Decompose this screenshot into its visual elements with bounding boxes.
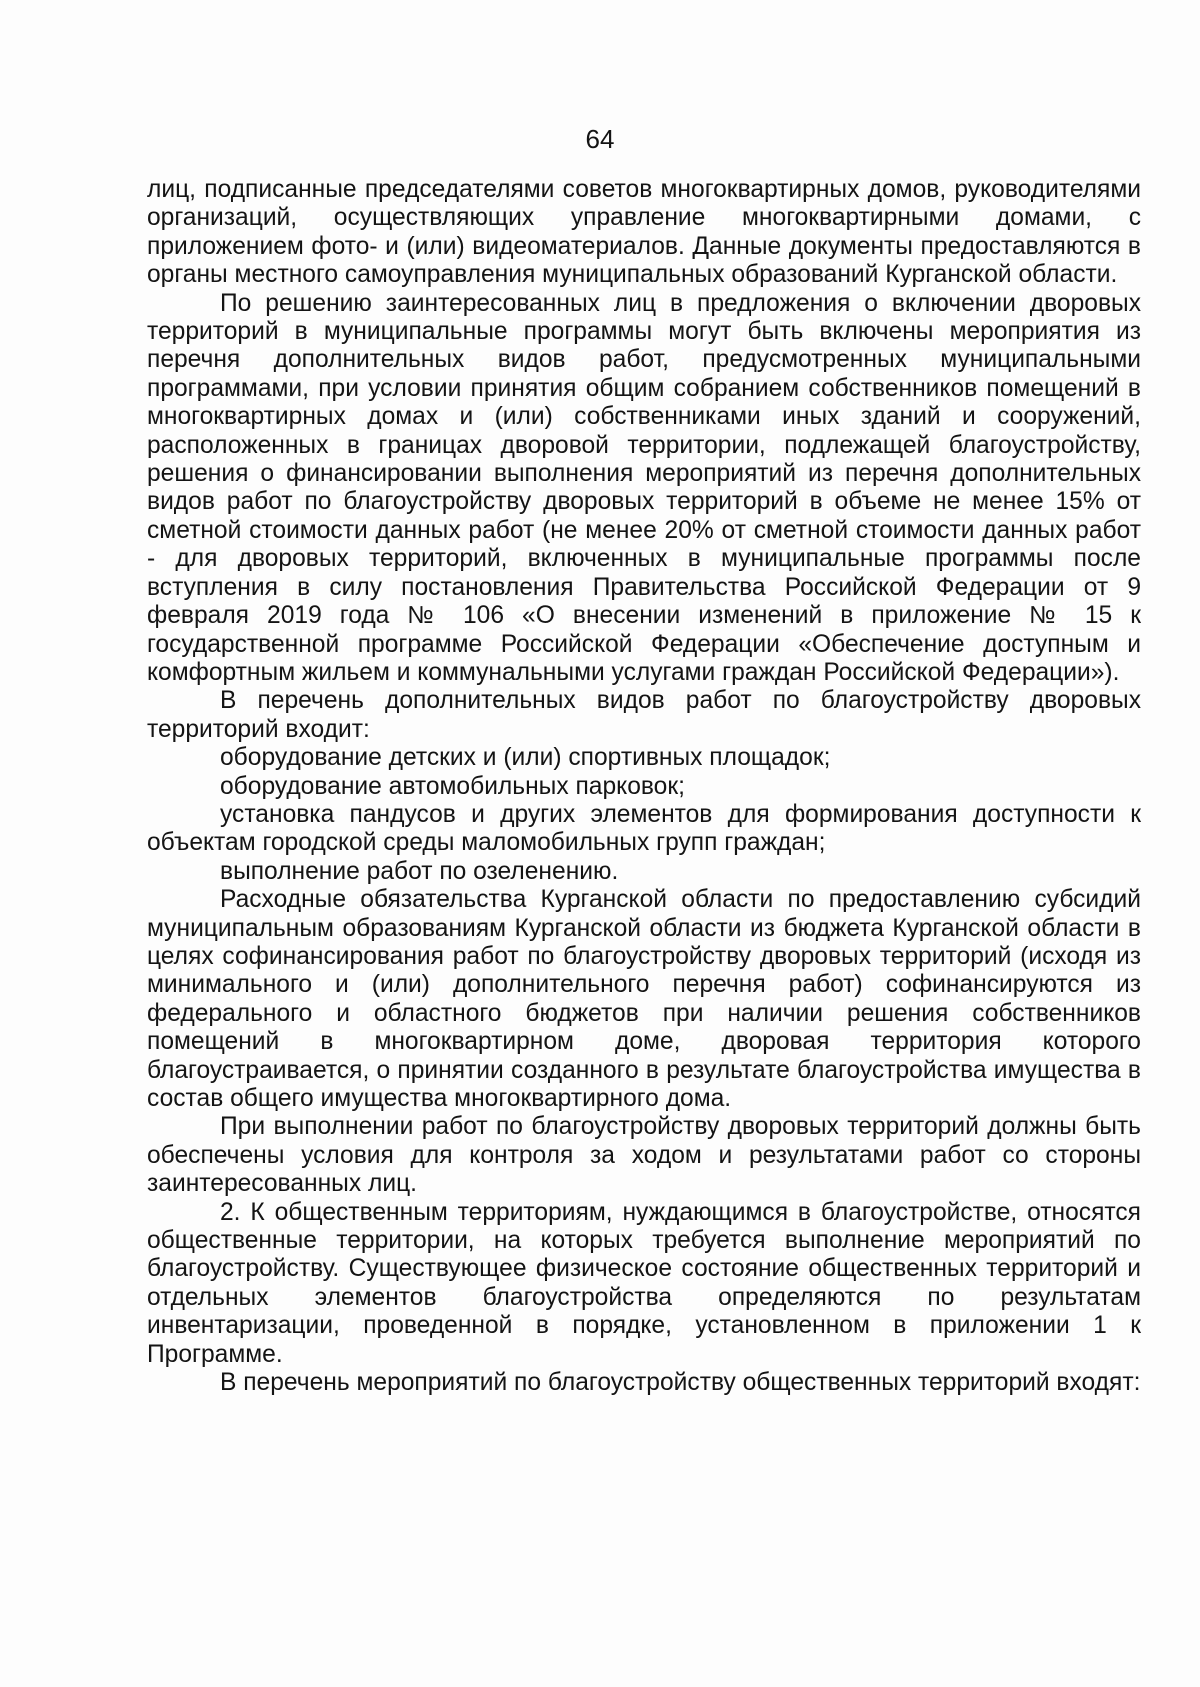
list-item-landscaping: выполнение работ по озеленению. [220, 857, 619, 885]
paragraph-expenditure-obligations: Расходные обязательства Курганской области по предоставлению субсидий муниципальным образованиям Курганской области из бюджета Курганской области в целях софинансирования работ по благоустройству дворовых территорий (исходя из минимального и (или) дополнительного перечня работ) софинансируются из федерального и областного бюджетов при наличии решения собственников помещений в многоквартирном доме, дворовая территория которого благоустраивается, о принятии созданного в результате благоустройства имущества в состав общего имущества многоквартирного дома. [147, 886, 1141, 1112]
list-item-parking: оборудование автомобильных парковок; [220, 772, 685, 800]
paragraph-control-conditions: При выполнении работ по благоустройству дворовых территорий должны быть обеспечены условия для контроля за ходом и результатами работ со стороны заинтересованных лиц. [147, 1113, 1141, 1198]
paragraph-additional-works-list-intro: В перечень дополнительных видов работ по благоустройству дворовых территорий входит: [147, 687, 1141, 743]
paragraph-owners-documents: лиц, подписанные председателями советов многоквартирных домов, руководителями организаций, осуществляющих управление многоквартирными домами, с приложением фото- и (или) видеоматериалов. Данные документы предоставляются в органы местного самоуправления муниципальных образований Курганской области. [147, 176, 1141, 289]
page-number: 64 [585, 124, 615, 154]
document-body [147, 176, 1141, 1397]
paragraph-public-territories: 2. К общественным территориям, нуждающимся в благоустройстве, относятся общественные территории, на которых требуется выполнение мероприятий по благоустройству. Существующее физическое состояние общественных территорий и отдельных элементов благоустройства определяются по результатам инвентаризации, проведенной в порядке, установленном в приложении 1 к Программе. [147, 1198, 1141, 1368]
paragraph-public-works-list-intro: В перечень мероприятий по благоустройству общественных территорий входят: [220, 1369, 1141, 1397]
list-item-ramps: установка пандусов и других элементов для формирования доступности к объектам городской среды маломобильных групп граждан; [147, 800, 1141, 857]
list-item-playgrounds: оборудование детских и (или) спортивных площадок; [220, 744, 831, 772]
paragraph-additional-works-inclusion: По решению заинтересованных лиц в предложения о включении дворовых территорий в муниципальные программы могут быть включены мероприятия из перечня дополнительных видов работ, предусмотренных муниципальными программами, при условии принятия общим собранием собственников помещений в многоквартирных домах и (или) собственниками иных зданий и сооружений, расположенных в границах дворовой территории, подлежащей благоустройству, решения о финансировании выполнения мероприятий из перечня дополнительных видов работ по благоустройству дворовых территорий в объеме не менее 15% от сметной стоимости данных работ (не менее 20% от сметной стоимости данных работ - для дворовых территорий, включенных в муниципальные программы после вступления в силу постановления Правительства Российской Федерации от 9 февраля 2019 года № 106 «О внесении изменений в приложение № 15 к государственной программе Российской Федерации «Обеспечение доступным и комфортным жильем и коммунальными услугами граждан Российской Федерации»). [147, 289, 1141, 686]
